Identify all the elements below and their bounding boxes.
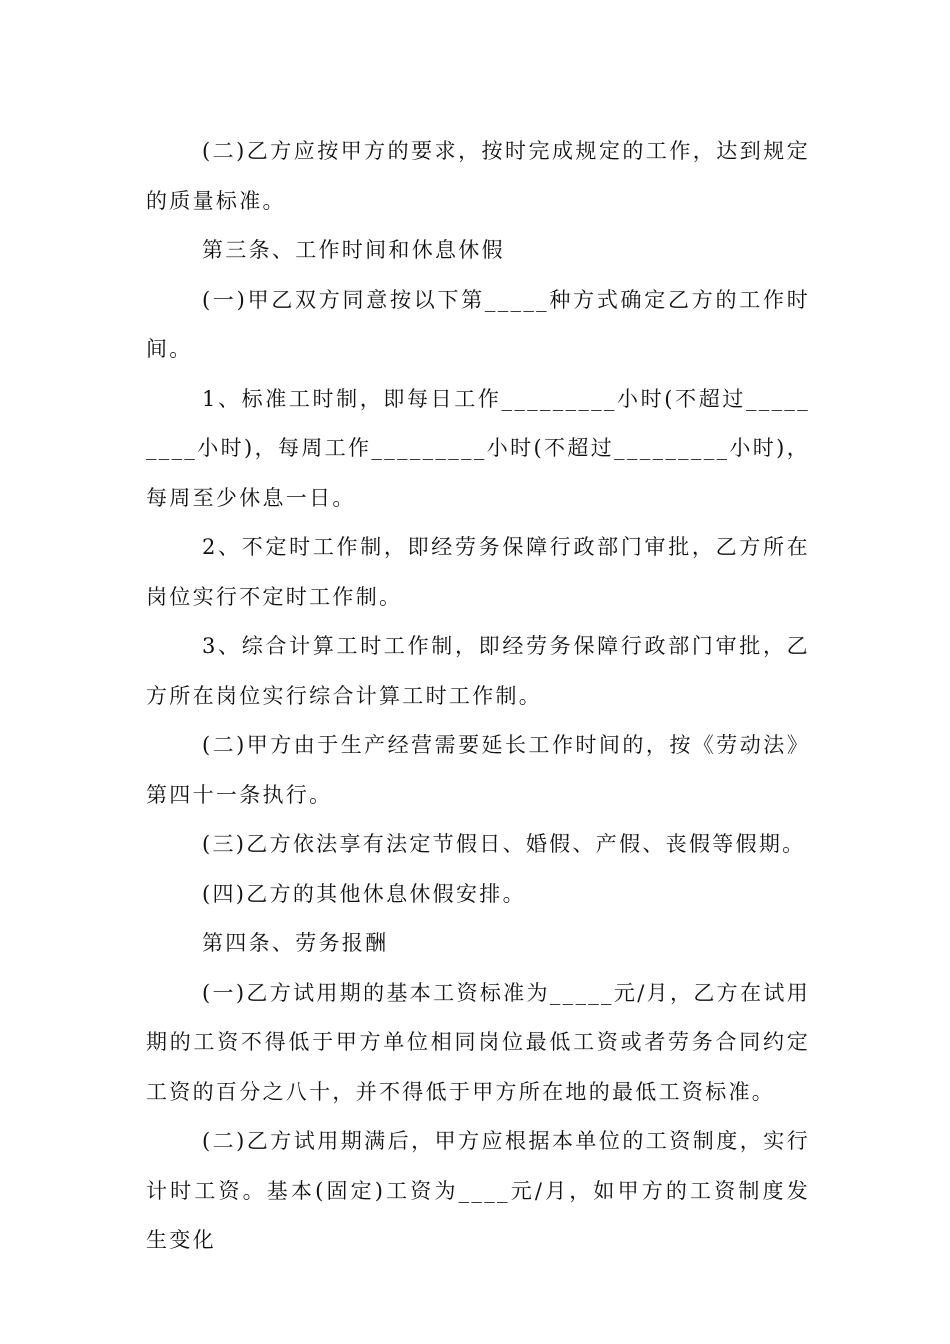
paragraph-standard-hours: 1、标准工时制，即每日工作_________小时(不超过_________小时)，每周工作_________小时(不超过_________小时)，每周至少休息一日。	[146, 386, 810, 510]
heading-article-4: 第四条、劳务报酬	[202, 931, 389, 955]
document-body	[146, 127, 810, 1266]
paragraph-comprehensive-hours: 3、综合计算工时工作制，即经劳务保障行政部门审批，乙方所在岗位实行综合计算工时工作制。	[146, 634, 810, 708]
paragraph-overtime: (二)甲方由于生产经营需要延长工作时间的，按《劳动法》第四十一条执行。	[146, 733, 810, 807]
paragraph-probation-salary: (一)乙方试用期的基本工资标准为_____元/月，乙方在试用期的工资不得低于甲方单位相同岗位最低工资或者劳务合同约定工资的百分之八十，并不得低于甲方所在地的最低工资标准。	[146, 980, 810, 1104]
paragraph-work-time-method: (一)甲乙双方同意按以下第_____种方式确定乙方的工作时间。	[146, 287, 810, 361]
heading-article-3: 第三条、工作时间和休息休假	[202, 238, 505, 262]
paragraph-other-leave: (四)乙方的其他休息休假安排。	[202, 881, 526, 906]
paragraph-post-probation-salary: (二)乙方试用期满后，甲方应根据本单位的工资制度，实行计时工资。基本(固定)工资为____元/月，如甲方的工资制度发生变化	[146, 1129, 810, 1252]
paragraph-work-quality: (二)乙方应按甲方的要求，按时完成规定的工作，达到规定的质量标准。	[146, 139, 810, 213]
paragraph-flexible-hours: 2、不定时工作制，即经劳务保障行政部门审批，乙方所在岗位实行不定时工作制。	[146, 535, 810, 609]
paragraph-holidays: (三)乙方依法享有法定节假日、婚假、产假、丧假等假期。	[202, 832, 806, 856]
